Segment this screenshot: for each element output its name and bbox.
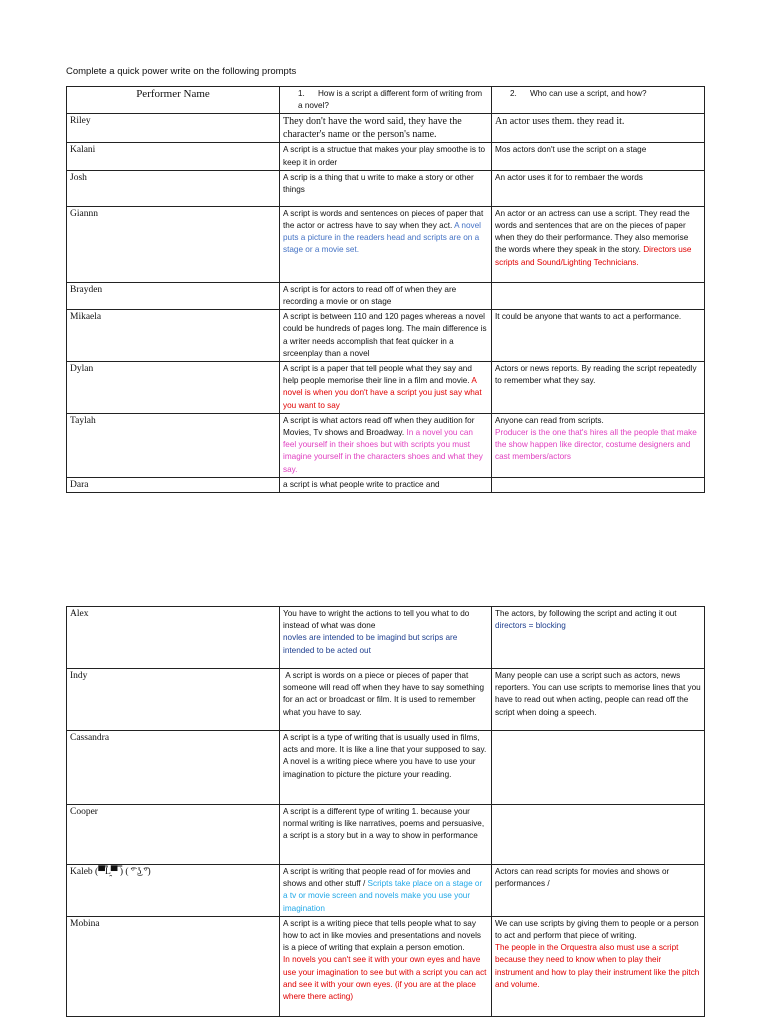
table-row bbox=[67, 916, 705, 1016]
answer-1-text: A script is a type of writing that is usually used in films, acts and more. It is like a line that your supposed to say. bbox=[283, 733, 487, 755]
answer-2-text: Many people can use a script such as actors, news reporters. You can use scripts to memorise lines that you have to read out when acting, people can read off the script when doing a speech. bbox=[495, 671, 701, 717]
answer-1 bbox=[280, 805, 492, 865]
answer-2-highlight: The people in the Orquestra also must use a script because they need to know when to play their instrument and how to play their instrument like the pitch and volume. bbox=[495, 943, 700, 989]
performer-name: Dara bbox=[67, 477, 280, 492]
page-instructions: Complete a quick power write on the following prompts bbox=[66, 66, 297, 77]
answer-2 bbox=[492, 669, 705, 731]
question-2-header bbox=[492, 87, 705, 114]
answer-2-highlight: Producer is the one that's hires all the people that make the show happen like director, costume designers and cast members/actors bbox=[495, 428, 697, 462]
performer-name: Riley bbox=[67, 114, 280, 143]
answer-2-text: An actor uses it for to rembaer the words bbox=[495, 172, 643, 182]
answer-2 bbox=[492, 607, 705, 669]
table-row bbox=[67, 114, 705, 143]
answer-1-highlight: novles are intended to be imagind but scrips are intended to be acted out bbox=[283, 633, 458, 655]
answer-1-highlight: In a novel you can feel yourself in their shoes but with scripts you must imagine yourself in the characters shoes and what they say. bbox=[283, 428, 483, 474]
answer-1 bbox=[280, 143, 492, 170]
answer-1 bbox=[280, 310, 492, 362]
performer-name-header bbox=[67, 87, 280, 114]
answer-1-highlight: A novel puts a picture in the readers head and scripts are on a stage or a movie set. bbox=[283, 221, 481, 255]
performer-name-header-label: Performer Name bbox=[136, 88, 210, 100]
question-2-text: Who can use a script, and how? bbox=[530, 89, 647, 98]
table-row bbox=[67, 282, 705, 309]
answer-1-highlight: A novel is when you don't have a script you just say what you want to say bbox=[283, 376, 482, 410]
answer-1-text: A script is between 110 and 120 pages whereas a novel could be hundreds of pages long. The main difference is a writer needs accomplish that feat quicker in a srceenplay than a novel bbox=[283, 312, 487, 358]
answer-2-text: The actors, by following the script and acting it out bbox=[495, 609, 677, 618]
performer-name: Cassandra bbox=[67, 731, 280, 805]
answer-2 bbox=[492, 282, 705, 309]
responses-table-1 bbox=[66, 86, 705, 493]
answer-1-text: You have to wright the actions to tell you what to do instead of what was done bbox=[283, 609, 470, 631]
answer-2-text: Actors or news reports. By reading the script repeatedly to remember what they say. bbox=[495, 364, 697, 386]
answer-2-text: We can use scripts by giving them to people or a person to act and perform that piece of writing. bbox=[495, 918, 699, 941]
answer-2 bbox=[492, 206, 705, 282]
performer-name: Brayden bbox=[67, 282, 280, 309]
performer-name: Dylan bbox=[67, 362, 280, 414]
answer-2 bbox=[492, 731, 705, 805]
answer-1 bbox=[280, 170, 492, 206]
table-row bbox=[67, 865, 705, 917]
table-row bbox=[67, 731, 705, 805]
table-row bbox=[67, 669, 705, 731]
answer-2-text: Anyone can read from scripts. bbox=[495, 415, 604, 425]
answer-2-text: Mos actors don't use the script on a stage bbox=[495, 145, 647, 155]
answer-2 bbox=[492, 114, 705, 143]
table-row bbox=[67, 413, 705, 477]
question-1-header bbox=[280, 87, 492, 114]
answer-1 bbox=[280, 916, 492, 1016]
answer-1-text: A script is a paper that tell people what they say and help people memorise their line in a film and movie. bbox=[283, 364, 472, 386]
performer-name: Mikaela bbox=[67, 310, 280, 362]
table-row bbox=[67, 143, 705, 170]
answer-2-text: Actors can read scripts for movies and shows or performances / bbox=[495, 867, 670, 889]
answer-1-text: A script is what actors read off when they audition for Movies, Tv shows and Broadway. bbox=[283, 415, 475, 438]
answer-1-text: A scrip is a thing that u write to make a story or other things bbox=[283, 172, 474, 195]
answer-2 bbox=[492, 143, 705, 170]
answer-1 bbox=[280, 477, 492, 492]
table-row bbox=[67, 805, 705, 865]
answer-1-text: A script is writing that people read of for movies and shows and other stuff / bbox=[283, 867, 471, 889]
table-row bbox=[67, 310, 705, 362]
answer-2 bbox=[492, 805, 705, 865]
answer-1 bbox=[280, 413, 492, 477]
answer-2-highlight: directors = blocking bbox=[495, 621, 566, 631]
performer-name: Giannn bbox=[67, 206, 280, 282]
performer-name: Cooper bbox=[67, 805, 280, 865]
answer-1-text: a script is what people write to practice and bbox=[283, 479, 440, 489]
answer-1-highlight: Scripts take place on a stage or a tv or movie screen and novels make you use your imagination bbox=[283, 879, 483, 913]
performer-name: Mobina bbox=[67, 916, 280, 1016]
performer-name: Alex bbox=[67, 607, 280, 669]
answer-1-text: A script is words and sentences on pieces of paper that the actor or actress have to say when they act. bbox=[283, 208, 484, 231]
answer-2 bbox=[492, 362, 705, 414]
question-1-number: 1. bbox=[298, 89, 305, 98]
answer-1 bbox=[280, 607, 492, 669]
answer-1 bbox=[280, 362, 492, 414]
performer-name: Kaleb (▀̿Ĺ̯▀̿ ̿) ( ͡° ͜ʖ ͡°) bbox=[67, 865, 280, 917]
answer-2 bbox=[492, 170, 705, 206]
answer-1-text: A script is words on a piece or pieces of paper that someone will read off when they have to say something for an act or broadcast or film. It is used to remember what you have to say. bbox=[283, 671, 487, 717]
performer-name: Josh bbox=[67, 170, 280, 206]
answer-1 bbox=[280, 669, 492, 731]
table-row bbox=[67, 362, 705, 414]
answer-1-text: A script is a writing piece that tells people what to say how to act in like movies and presentations and novels is a piece of writing that explain a person emotion. bbox=[283, 918, 481, 953]
answer-1 bbox=[280, 865, 492, 917]
table-row bbox=[67, 477, 705, 492]
performer-name: Kalani bbox=[67, 143, 280, 170]
answer-2 bbox=[492, 865, 705, 917]
table-row bbox=[67, 170, 705, 206]
answer-2-highlight: Directors use scripts and Sound/Lighting Technicians. bbox=[495, 245, 692, 267]
answer-2 bbox=[492, 310, 705, 362]
answer-2-text: An actor or an actress can use a script. They read the words and sentences that are on the pieces of paper when they do their performance. They also memorise the words where they speak in the story. bbox=[495, 208, 690, 255]
question-2-number: 2. bbox=[510, 89, 517, 98]
answer-1 bbox=[280, 206, 492, 282]
answer-2 bbox=[492, 477, 705, 492]
answer-1-text: A script is a structue that makes your play smoothe is to keep it in order bbox=[283, 145, 486, 167]
answer-2 bbox=[492, 916, 705, 1016]
answer-2-text: An actor uses them. they read it. bbox=[495, 116, 625, 128]
responses-table-2 bbox=[66, 606, 705, 1017]
table-row bbox=[67, 607, 705, 669]
answer-1 bbox=[280, 114, 492, 143]
answer-1-text: A script is a different type of writing 1. because your normal writing is like narratives, poems and persuasive, a script is a story but in a way to show in performance bbox=[283, 807, 485, 841]
answer-1-text: A script is for actors to read off of when they are recording a movie or on stage bbox=[283, 284, 457, 307]
performer-name: Indy bbox=[67, 669, 280, 731]
answer-1 bbox=[280, 282, 492, 309]
answer-1-continued: A novel is a writing piece where you have to use your imagination to picture the picture your reading. bbox=[283, 757, 476, 779]
answer-1-highlight: In novels you can't see it with your own eyes and have use your imagination to see but with a script you can act and see it with your own eyes. (if you are at the place where there acting) bbox=[283, 955, 487, 1002]
answer-2-text: It could be anyone that wants to act a performance. bbox=[495, 312, 682, 322]
answer-1-text: They don't have the word said, they have the character's name or the person's name. bbox=[283, 116, 462, 141]
answer-1 bbox=[280, 731, 492, 805]
question-1-text: How is a script a different form of writing from a novel? bbox=[298, 89, 483, 111]
answer-2 bbox=[492, 413, 705, 477]
table-row bbox=[67, 206, 705, 282]
table-header-row bbox=[67, 87, 705, 114]
performer-name: Taylah bbox=[67, 413, 280, 477]
